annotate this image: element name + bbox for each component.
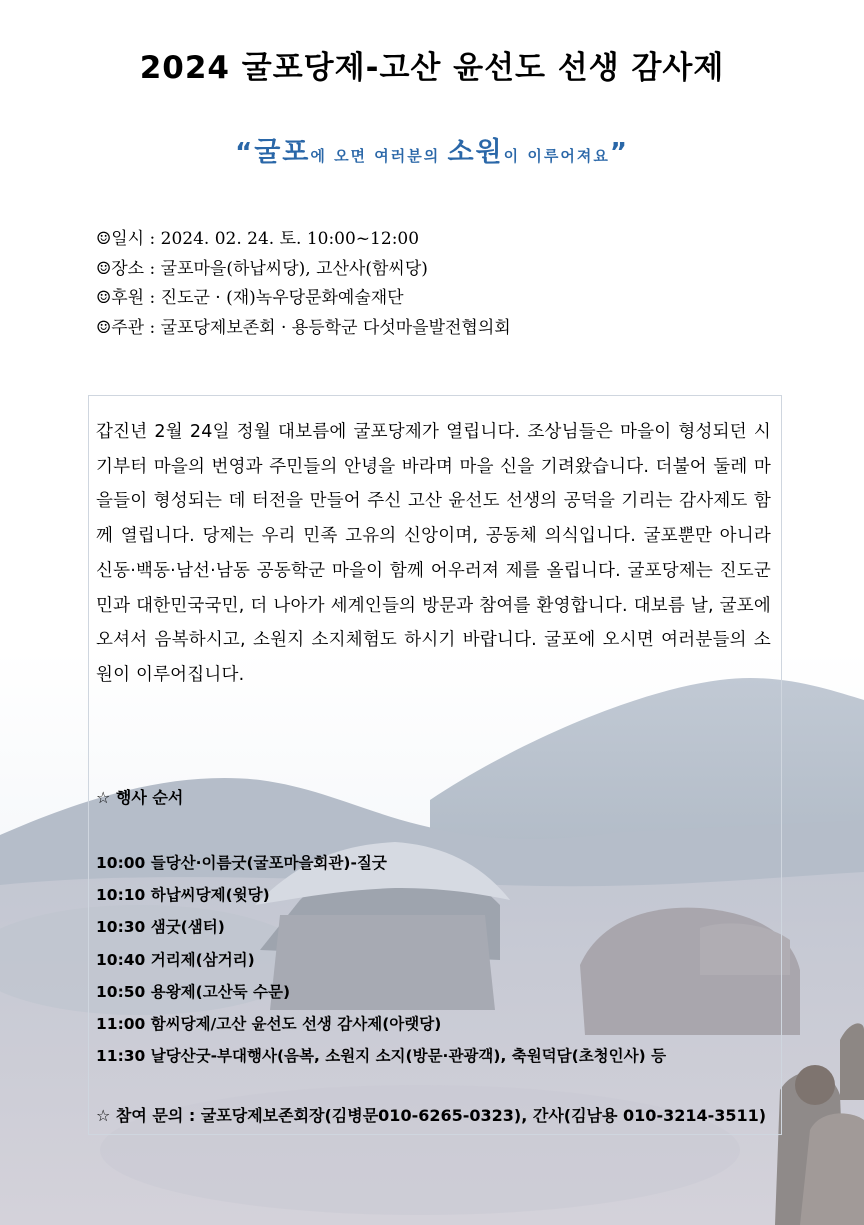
contact-info: ☆ 참여 문의 : 굴포당제보존회장(김병문010-6265-0323), 간사(김남용 010-3214-3511)	[96, 1106, 767, 1125]
slogan-word-wish: 소원	[447, 137, 504, 168]
schedule-item: 10:10 하납씨당제(윗당)	[96, 886, 270, 905]
smiley-icon: ☺	[96, 229, 112, 249]
info-value: 진도군 · (재)녹우당문화예술재단	[160, 288, 404, 308]
info-label: 장소 :	[111, 258, 161, 279]
schedule-heading: ☆ 행사 순서	[96, 788, 184, 807]
slogan-open-quote: “	[235, 138, 255, 168]
slogan-text-2: 이 이루어져요	[503, 147, 610, 165]
info-row-date	[96, 225, 511, 255]
smiley-icon: ☺	[96, 317, 112, 338]
slogan-text-1: 에 오면 여러분의	[310, 147, 448, 165]
slogan-word-gulpo: 굴포	[254, 137, 311, 168]
slogan-close-quote: ”	[609, 138, 629, 168]
event-info	[96, 225, 511, 343]
page-title: 2024 굴포당제-고산 윤선도 선생 감사제	[139, 50, 725, 86]
smiley-icon: ☺	[96, 258, 112, 279]
intro-paragraph: 갑진년 2월 24일 정월 대보름에 굴포당제가 열립니다. 조상님들은 마을이 형성되던 시기부터 마을의 번영과 주민들의 안녕을 바라며 마을 신을 기려왔습니다. 더불어 둘레 마을들이 형성되는 데 터전을 만들어 주신 고산 윤선도 선생의 공덕을 기리는 감사제도 함께 열립니다. 당제는 우리 민족 고유의 신앙이며, 공동체 의식입니다. 굴포뿐만 아니라 신동·백동·남선·남동 공동학군 마을이 함께 어우러져 제를 올립니다. 굴포당제는 진도군민과 대한민국국민, 더 나아가 세계인들의 방문과 참여를 환영합니다. 대보름 날, 굴포에 오셔서 음복하시고, 소원지 소지체험도 하시기 바랍니다. 굴포에 오시면 여러분들의 소원이 이루어집니다.	[96, 422, 771, 685]
info-row-organizer	[96, 314, 511, 344]
schedule-item: 10:50 용왕제(고산둑 수문)	[96, 982, 291, 1001]
schedule-item: 11:00 함씨당제/고산 윤선도 선생 감사제(아랫당)	[96, 1015, 442, 1034]
info-value: 2024. 02. 24. 토. 10:00~12:00	[160, 229, 420, 249]
schedule-item: 10:40 거리제(삼거리)	[96, 950, 255, 969]
info-row-place	[96, 255, 511, 285]
info-row-sponsor	[96, 284, 511, 314]
info-label: 주관 :	[111, 317, 161, 338]
info-label: 후원 :	[111, 288, 161, 308]
schedule-list	[96, 847, 666, 1072]
schedule-item: 10:00 들당산·이름굿(굴포마을회관)-질굿	[96, 854, 387, 872]
schedule-item: 10:30 샘굿(샘터)	[96, 918, 225, 937]
slogan	[0, 130, 864, 169]
info-value: 굴포마을(하납씨당), 고산사(함씨당)	[160, 258, 428, 279]
info-label: 일시 :	[111, 229, 161, 249]
smiley-icon: ☺	[96, 288, 112, 308]
schedule-item: 11:30 날당산굿-부대행사(음복, 소원지 소지(방문·관광객), 축원덕담(초청인사) 등	[96, 1047, 667, 1066]
info-value: 굴포당제보존회 · 용등학군 다섯마을발전협의회	[160, 317, 511, 338]
